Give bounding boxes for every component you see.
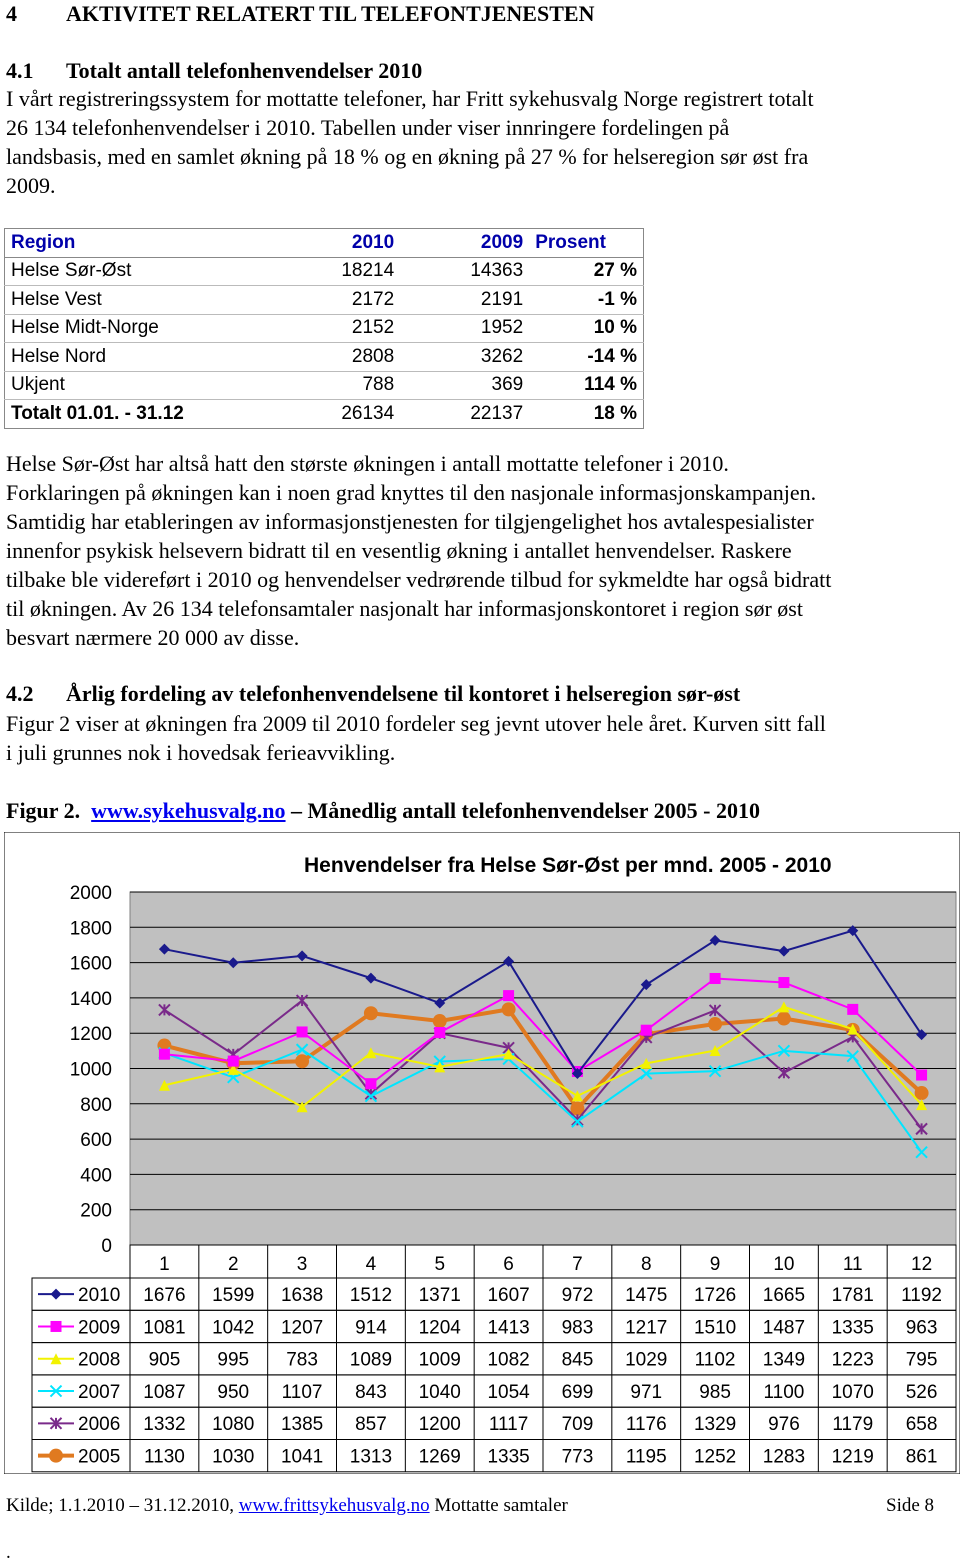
- data-point: [433, 1014, 447, 1028]
- data-label: 1192: [901, 1285, 943, 1306]
- data-point: [434, 1027, 445, 1038]
- table-cell: Totalt 01.01. - 31.12: [5, 400, 277, 429]
- paragraph-line: 26 134 telefonhenvendelser i 2010. Tabellen under viser innringere fordelingen på: [6, 115, 730, 140]
- figure-link[interactable]: www.sykehusvalg.no: [91, 798, 286, 823]
- x-tick-label: 9: [709, 1254, 721, 1275]
- data-point: [641, 1025, 652, 1036]
- paragraph-line: tilbake ble videreført i 2010 og henvendelser vedrørende tilbud for sykmeldte har også bidratt: [6, 567, 832, 592]
- paragraph-line: til økningen. Av 26 134 telefonsamtaler nasjonalt har informasjonskontoret i region sør øst: [6, 596, 803, 621]
- table-cell: -1 %: [529, 286, 643, 315]
- data-label: 1082: [487, 1349, 530, 1371]
- data-point: [502, 1002, 516, 1016]
- data-label: 1029: [625, 1349, 668, 1371]
- paragraph-line: Helse Sør-Øst har altså hatt den største økningen i antall mottatte telefoner i 2010.: [6, 451, 729, 476]
- table-row: [5, 286, 644, 315]
- table-cell: 2172: [276, 286, 400, 315]
- data-label: 1638: [280, 1285, 324, 1306]
- data-label: 1385: [280, 1414, 324, 1436]
- data-label: 1332: [143, 1414, 186, 1436]
- y-tick-label: 400: [80, 1165, 112, 1187]
- figure-caption-text: – Månedlig antall telefonhenvendelser 2005 - 2010: [291, 798, 760, 823]
- legend-label: 2006: [78, 1414, 121, 1436]
- data-label: 857: [355, 1414, 387, 1436]
- column-header: 2009: [400, 229, 529, 258]
- table-cell: 22137: [400, 400, 529, 429]
- data-label: 1607: [487, 1285, 530, 1306]
- x-tick-label: 4: [365, 1254, 377, 1275]
- section-number: 4.2: [6, 681, 34, 706]
- table-total-row: [5, 400, 644, 429]
- paragraph-line: innenfor psykisk helsevern bidratt til en vesentlig økning i antallet henvendelser. Raskere: [6, 538, 792, 563]
- data-label: 1487: [762, 1317, 806, 1339]
- data-label: 1252: [693, 1446, 737, 1468]
- chapter-number: 4: [6, 1, 17, 26]
- table-cell: Ukjent: [5, 371, 277, 400]
- table-cell: Helse Vest: [5, 286, 277, 315]
- paragraph-line: Figur 2 viser at økningen fra 2009 til 2010 fordeler seg jevnt utover hele året. Kurven sitt fall: [6, 711, 826, 736]
- table-row: [5, 371, 644, 400]
- data-label: 1100: [763, 1381, 805, 1403]
- page-number: Side 8: [886, 1495, 935, 1516]
- data-label: 845: [561, 1349, 594, 1371]
- data-label: 1089: [349, 1349, 393, 1371]
- table-cell: 1952: [400, 314, 529, 343]
- data-label: 914: [355, 1317, 387, 1339]
- column-header: 2010: [276, 229, 400, 258]
- data-label: 1599: [212, 1285, 255, 1306]
- data-label: 1726: [693, 1285, 737, 1306]
- paragraph-line: landsbasis, med en samlet økning på 18 % og en økning på 27 % for helseregion sør øst fra: [6, 144, 809, 169]
- body-paragraph: [6, 449, 956, 652]
- y-tick-label: 1400: [69, 988, 112, 1010]
- data-point: [295, 1054, 309, 1068]
- data-label: 1054: [487, 1381, 530, 1403]
- table-cell: 26134: [276, 400, 400, 429]
- table-cell: 27 %: [529, 257, 643, 286]
- y-tick-label: 1600: [69, 953, 112, 975]
- section-paragraph: [6, 709, 956, 767]
- data-label: 976: [768, 1414, 800, 1436]
- data-label: 773: [561, 1446, 594, 1468]
- table-cell: Helse Nord: [5, 343, 277, 372]
- table-cell: 18214: [276, 257, 400, 286]
- table-cell: -14 %: [529, 343, 643, 372]
- y-tick-label: 1800: [69, 918, 112, 940]
- data-label: 905: [148, 1349, 181, 1371]
- data-label: 1204: [418, 1317, 461, 1339]
- paragraph-line: Samtidig har etableringen av informasjonstjenesten for tilgjengelighet hos avtalespesialister: [6, 509, 814, 534]
- column-header: Region: [5, 229, 277, 258]
- legend-label: 2007: [78, 1381, 121, 1403]
- data-label: 1219: [831, 1446, 874, 1468]
- column-header: Prosent: [529, 229, 643, 258]
- x-tick-label: 3: [296, 1254, 308, 1275]
- data-point: [297, 1026, 308, 1037]
- data-label: 1335: [487, 1446, 530, 1468]
- table-cell: 2808: [276, 343, 400, 372]
- data-label: 1070: [831, 1381, 874, 1403]
- section-title: Årlig fordeling av telefonhenvendelsene til kontoret i helseregion sør-øst: [66, 681, 741, 706]
- data-label: 1781: [831, 1285, 874, 1306]
- chart-svg: [4, 832, 960, 1474]
- paragraph-line: I vårt registreringssystem for mottatte telefoner, har Fritt sykehusvalg Norge registrert totalt: [6, 86, 814, 111]
- data-label: 1117: [488, 1414, 529, 1436]
- data-label: 1087: [143, 1381, 186, 1403]
- region-table: [4, 228, 644, 429]
- data-label: 1313: [349, 1446, 393, 1468]
- data-label: 983: [561, 1317, 594, 1339]
- data-label: 658: [905, 1414, 938, 1436]
- paragraph-line: 2009.: [6, 173, 56, 198]
- data-label: 699: [561, 1381, 594, 1403]
- data-label: 526: [905, 1381, 938, 1403]
- data-label: 1040: [418, 1381, 461, 1403]
- table-header-row: [5, 229, 644, 258]
- data-label: 1207: [280, 1317, 324, 1339]
- table-row: [5, 314, 644, 343]
- data-label: 1413: [487, 1317, 530, 1339]
- data-label: 1329: [693, 1414, 737, 1436]
- data-label: 1335: [831, 1317, 874, 1339]
- figure-caption: [6, 796, 760, 825]
- data-point: [228, 1056, 239, 1067]
- data-point: [710, 973, 721, 984]
- table-cell: 788: [276, 371, 400, 400]
- data-label: 1665: [762, 1285, 806, 1306]
- data-label: 1217: [625, 1317, 668, 1339]
- footer-source: [6, 1491, 568, 1520]
- legend-label: 2010: [78, 1285, 121, 1306]
- x-tick-label: 12: [911, 1254, 933, 1275]
- monthly-calls-chart: [4, 832, 960, 1474]
- data-label: 1130: [143, 1446, 185, 1468]
- data-point: [365, 1078, 376, 1089]
- y-tick-label: 800: [80, 1094, 112, 1116]
- x-tick-label: 2: [227, 1254, 239, 1275]
- figure-label: Figur 2.: [6, 798, 81, 823]
- table-cell: 2191: [400, 286, 529, 315]
- data-label: 972: [561, 1285, 594, 1306]
- x-tick-label: 11: [842, 1254, 863, 1275]
- table-cell: Helse Midt-Norge: [5, 314, 277, 343]
- data-point: [159, 1049, 170, 1060]
- y-tick-label: 1200: [69, 1024, 112, 1046]
- table-row: [5, 343, 644, 372]
- data-label: 861: [905, 1446, 938, 1468]
- table-cell: Helse Sør-Øst: [5, 257, 277, 286]
- data-label: 1042: [212, 1317, 255, 1339]
- data-label: 963: [905, 1317, 938, 1339]
- y-tick-label: 1000: [69, 1059, 112, 1081]
- data-label: 1676: [143, 1285, 186, 1306]
- footer-dot: .: [6, 1542, 11, 1563]
- section-title: Totalt antall telefonhenvendelser 2010: [66, 58, 423, 83]
- data-label: 843: [355, 1381, 387, 1403]
- x-tick-label: 8: [640, 1254, 652, 1275]
- data-label: 1009: [418, 1349, 461, 1371]
- x-tick-label: 5: [434, 1254, 446, 1275]
- section-paragraph: [6, 84, 956, 200]
- data-label: 1107: [281, 1381, 323, 1403]
- data-label: 950: [217, 1381, 250, 1403]
- chapter-title: AKTIVITET RELATERT TIL TELEFONTJENESTEN: [66, 1, 595, 26]
- legend-label: 2009: [78, 1317, 121, 1339]
- footer-link[interactable]: www.frittsykehusvalg.no: [238, 1495, 430, 1516]
- table-cell: 14363: [400, 257, 529, 286]
- x-tick-label: 6: [503, 1254, 514, 1275]
- data-point: [916, 1070, 927, 1081]
- table-cell: 369: [400, 371, 529, 400]
- data-label: 985: [699, 1381, 731, 1403]
- data-point: [708, 1017, 722, 1031]
- data-label: 1200: [418, 1414, 461, 1436]
- data-label: 1195: [625, 1446, 667, 1468]
- table-row: [5, 257, 644, 286]
- data-point: [51, 1321, 62, 1332]
- y-tick-label: 0: [101, 1236, 112, 1257]
- data-label: 1510: [693, 1317, 737, 1339]
- y-tick-label: 2000: [69, 883, 112, 904]
- data-label: 1475: [625, 1285, 668, 1306]
- paragraph-line: besvart nærmere 20 000 av disse.: [6, 625, 300, 650]
- legend-label: 2008: [78, 1349, 121, 1371]
- data-label: 1041: [280, 1446, 324, 1468]
- section-number: 4.1: [6, 58, 34, 83]
- data-label: 1102: [694, 1349, 736, 1371]
- data-point: [364, 1006, 378, 1020]
- data-point: [777, 1012, 791, 1026]
- data-label: 795: [905, 1349, 938, 1371]
- data-label: 783: [286, 1349, 318, 1371]
- chart-title: Henvendelser fra Helse Sør-Øst per mnd. 2005 - 2010: [304, 854, 832, 877]
- data-point: [503, 990, 514, 1001]
- x-tick-label: 1: [159, 1254, 170, 1275]
- table-cell: 18 %: [529, 400, 643, 429]
- data-label: 1371: [418, 1285, 461, 1306]
- footer-prefix: Kilde; 1.1.2010 – 31.12.2010,: [6, 1495, 234, 1516]
- data-label: 995: [217, 1349, 250, 1371]
- data-label: 1223: [831, 1349, 874, 1371]
- data-label: 1269: [418, 1446, 461, 1468]
- data-label: 1283: [762, 1446, 806, 1468]
- table-cell: 3262: [400, 343, 529, 372]
- table-cell: 2152: [276, 314, 400, 343]
- data-label: 1081: [143, 1317, 186, 1339]
- data-label: 1512: [349, 1285, 393, 1306]
- data-point: [49, 1449, 63, 1463]
- y-tick-label: 200: [80, 1200, 112, 1222]
- data-point: [778, 977, 789, 988]
- data-label: 1030: [212, 1446, 255, 1468]
- table-cell: 114 %: [529, 371, 643, 400]
- x-tick-label: 7: [572, 1254, 583, 1275]
- paragraph-line: i juli grunnes nok i hovedsak ferieavvikling.: [6, 740, 396, 765]
- legend-label: 2005: [78, 1446, 121, 1468]
- data-label: 1179: [832, 1414, 874, 1436]
- data-label: 971: [630, 1381, 663, 1403]
- data-label: 1176: [625, 1414, 667, 1436]
- y-tick-label: 600: [80, 1130, 112, 1152]
- data-label: 709: [561, 1414, 594, 1436]
- x-tick-label: 10: [773, 1254, 795, 1275]
- paragraph-line: Forklaringen på økningen kan i noen grad knyttes til den nasjonale informasjonskampanjen.: [6, 480, 817, 505]
- data-point: [847, 1004, 858, 1015]
- table-cell: 10 %: [529, 314, 643, 343]
- data-label: 1349: [762, 1349, 806, 1371]
- footer-suffix: Mottatte samtaler: [434, 1495, 568, 1516]
- data-label: 1080: [212, 1414, 255, 1436]
